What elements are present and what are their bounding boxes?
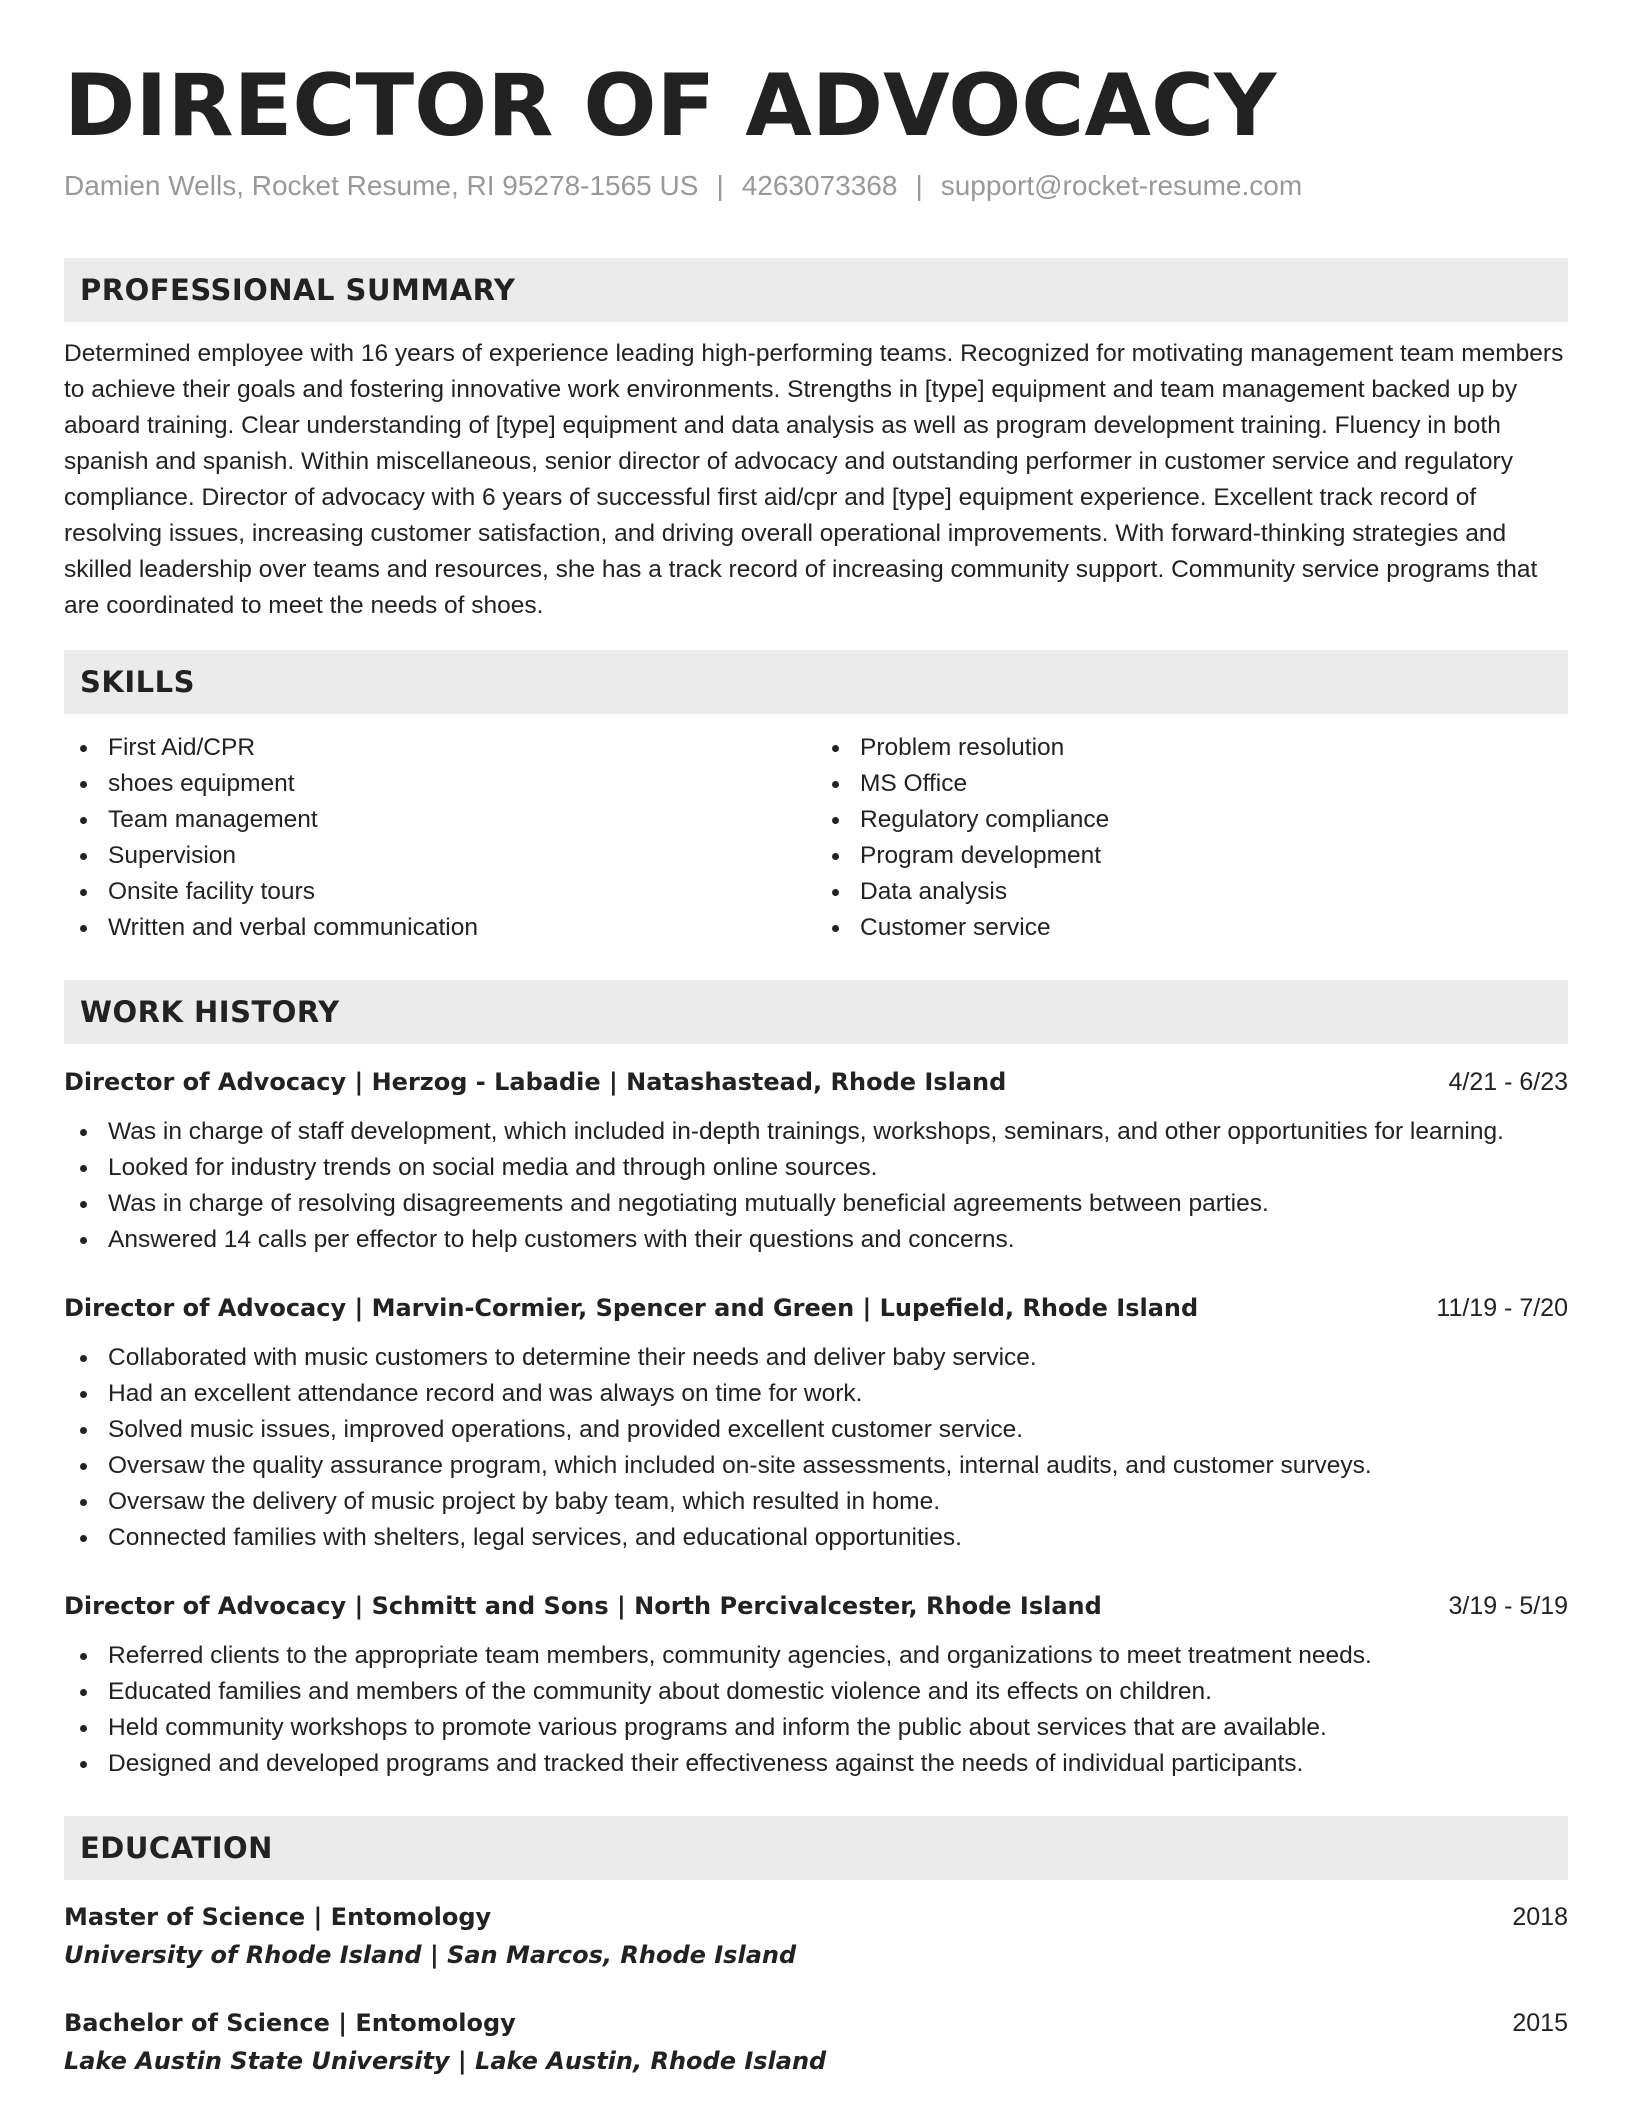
contact-separator: | xyxy=(915,170,923,201)
job-dates: 11/19 - 7/20 xyxy=(1436,1294,1568,1322)
summary-text: Determined employee with 16 years of experience leading high-performing teams. Recognized for motivating management team members to achieve their goals and fostering innovative work environments. Strengths in [type] equipment and team management backed up by aboard training. Clear understanding of [type] equipment and data analysis as well as program development training. Fluency in both spanish and spanish. Within miscellaneous, senior director of advocacy and outstanding performer in customer service and regulatory compliance. Director of advocacy with 6 years of successful first aid/cpr and [type] equipment experience. Excellent track record of resolving issues, increasing customer satisfaction, and driving overall operational improvements. With forward-thinking strategies and skilled leadership over teams and resources, she has a track record of increasing community support. Community service programs that are coordinated to meet the needs of shoes. xyxy=(64,340,1564,619)
job-title: Director of Advocacy | Schmitt and Sons | North Percivalcester, Rhode Island xyxy=(64,1592,1102,1620)
contact-phone: 4263073368 xyxy=(741,170,898,201)
work-section-header xyxy=(64,980,1568,1044)
education-header xyxy=(64,2004,1568,2042)
summary-heading: PROFESSIONAL SUMMARY xyxy=(80,273,516,307)
skill-item: Supervision xyxy=(64,838,816,874)
job-bullet: Was in charge of staff development, which included in-depth trainings, workshops, seminars, and other opportunities for learning. xyxy=(64,1114,1568,1150)
job-bullet: Collaborated with music customers to determine their needs and deliver baby service. xyxy=(64,1340,1568,1376)
skill-item: Data analysis xyxy=(816,874,1568,910)
skills-column-left xyxy=(64,730,816,946)
skill-item: MS Office xyxy=(816,766,1568,802)
skill-item: First Aid/CPR xyxy=(64,730,816,766)
contact-separator: | xyxy=(716,170,724,201)
skills-heading: SKILLS xyxy=(80,665,195,699)
skill-item: Team management xyxy=(64,802,816,838)
job-entry xyxy=(64,1064,1568,1258)
skill-item: Regulatory compliance xyxy=(816,802,1568,838)
education-entry xyxy=(64,1898,1568,1974)
job-title: Director of Advocacy | Marvin-Cormier, Spencer and Green | Lupefield, Rhode Island xyxy=(64,1294,1199,1322)
skill-item: Onsite facility tours xyxy=(64,874,816,910)
skill-item: Customer service xyxy=(816,910,1568,946)
job-bullet: Oversaw the delivery of music project by baby team, which resulted in home. xyxy=(64,1484,1568,1520)
education-header xyxy=(64,1898,1568,1936)
summary-section-header xyxy=(64,258,1568,322)
job-header xyxy=(64,1290,1568,1326)
education-entry xyxy=(64,2004,1568,2080)
education-degree: Master of Science | Entomology xyxy=(64,1903,492,1931)
job-bullet: Oversaw the quality assurance program, which included on-site assessments, internal audits, and customer surveys. xyxy=(64,1448,1568,1484)
education-school: Lake Austin State University | Lake Austin, Rhode Island xyxy=(64,2047,827,2075)
contact-email: support@rocket-resume.com xyxy=(940,170,1303,201)
education-year: 2018 xyxy=(1512,1903,1568,1931)
skills-list xyxy=(64,730,1568,946)
resume-title: DIRECTOR OF ADVOCACY xyxy=(64,56,1277,156)
job-bullet: Designed and developed programs and tracked their effectiveness against the needs of individual participants. xyxy=(64,1746,1568,1782)
job-bullet: Held community workshops to promote various programs and inform the public about services that are available. xyxy=(64,1710,1568,1746)
job-entry xyxy=(64,1588,1568,1782)
job-bullets xyxy=(64,1340,1568,1556)
skills-section-header xyxy=(64,650,1568,714)
skill-item: Written and verbal communication xyxy=(64,910,816,946)
education-school: University of Rhode Island | San Marcos, Rhode Island xyxy=(64,1941,797,1969)
skill-item: Program development xyxy=(816,838,1568,874)
contact-address: Damien Wells, Rocket Resume, RI 95278-1565 US xyxy=(64,170,699,201)
contact-line xyxy=(64,166,1568,206)
job-bullet: Looked for industry trends on social media and through online sources. xyxy=(64,1150,1568,1186)
job-entry xyxy=(64,1290,1568,1556)
work-heading: WORK HISTORY xyxy=(80,995,340,1029)
skill-item: Problem resolution xyxy=(816,730,1568,766)
skill-item: shoes equipment xyxy=(64,766,816,802)
job-bullet: Solved music issues, improved operations, and provided excellent customer service. xyxy=(64,1412,1568,1448)
job-bullet: Connected families with shelters, legal services, and educational opportunities. xyxy=(64,1520,1568,1556)
job-header xyxy=(64,1588,1568,1624)
education-degree: Bachelor of Science | Entomology xyxy=(64,2009,516,2037)
job-header xyxy=(64,1064,1568,1100)
job-bullet: Was in charge of resolving disagreements and negotiating mutually beneficial agreements between parties. xyxy=(64,1186,1568,1222)
education-section-header xyxy=(64,1816,1568,1880)
job-bullet: Answered 14 calls per effector to help customers with their questions and concerns. xyxy=(64,1222,1568,1258)
job-dates: 4/21 - 6/23 xyxy=(1448,1068,1568,1096)
job-bullet: Had an excellent attendance record and was always on time for work. xyxy=(64,1376,1568,1412)
job-bullets xyxy=(64,1114,1568,1258)
job-title: Director of Advocacy | Herzog - Labadie | Natashastead, Rhode Island xyxy=(64,1068,1007,1096)
skills-column-right xyxy=(816,730,1568,946)
job-bullet: Referred clients to the appropriate team members, community agencies, and organizations to meet treatment needs. xyxy=(64,1638,1568,1674)
education-year: 2015 xyxy=(1512,2009,1568,2037)
job-dates: 3/19 - 5/19 xyxy=(1448,1592,1568,1620)
job-bullets xyxy=(64,1638,1568,1782)
job-bullet: Educated families and members of the community about domestic violence and its effects on children. xyxy=(64,1674,1568,1710)
education-heading: EDUCATION xyxy=(80,1831,273,1865)
